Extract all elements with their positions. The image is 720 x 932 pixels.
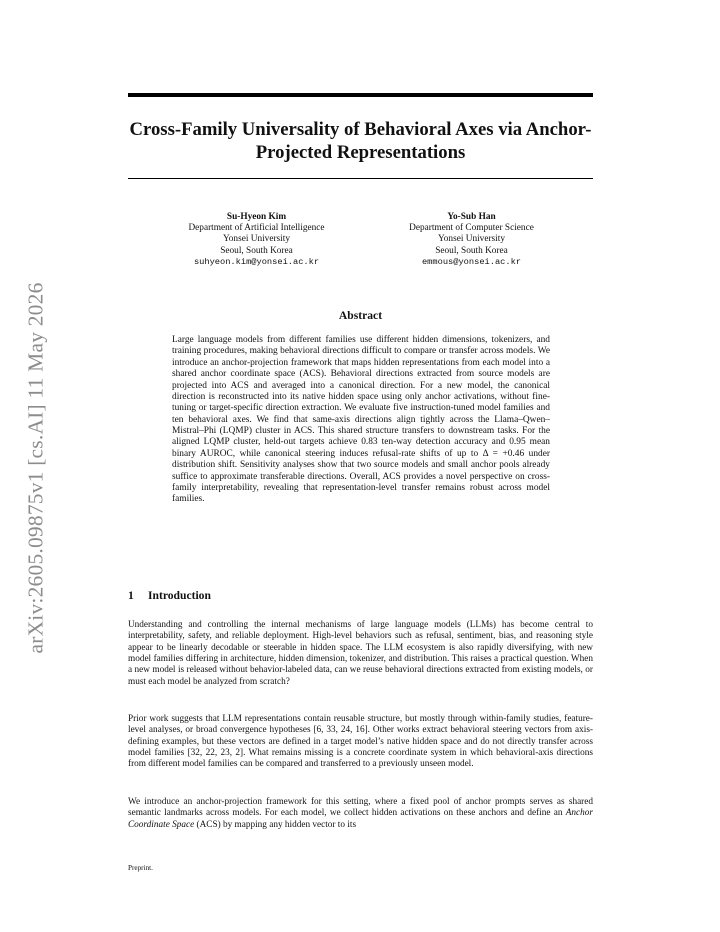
intro-paragraph-3-start: We introduce an anchor-projection framework for this setting, where a fixed pool of anchor prompts serves as shared semantic landmarks across models. For each model, we collect hidden activations on these anchors and define an [128,797,593,819]
section-heading [128,589,211,602]
intro-paragraph-1: Understanding and controlling the internal mechanisms of large language models (LLMs) has become central to interpretability, safety, and reliable deployment. High-level behaviors such as refusal, sentiment, bias, and reasoning style appear to be linearly decodable or steerable in hidden space. The LLM ecosystem is also rapidly diversifying, with new model families differing in architecture, hidden dimension, tokenizer, and distribution. This raises a practical question. When a new model is released without behavior-labeled data, can we reuse behavioral directions extracted from existing models, or must each model be analyzed from scratch? [128,620,593,687]
author-name: Yo-Sub Han [447,212,496,222]
author-university: Yonsei University [438,234,505,245]
preprint-footer: Preprint. [128,864,153,872]
paper-title: Cross-Family Universality of Behavioral Axes via Anchor-Projected Representations [129,119,592,163]
section-number: 1 [128,589,134,602]
section-title: Introduction [148,589,211,602]
abstract-heading: Abstract [338,309,383,322]
author-email: emmous@yonsei.ac.kr [421,256,522,267]
intro-paragraph-3-end: (ACS) by mapping any hidden vector to its [194,819,357,830]
acs-term: Anchor Coordinate Space [128,808,593,830]
arxiv-identifier-text: arXiv:2605.09875v1 [cs.AI] 11 May 2026 [23,281,48,654]
author-block-2 [380,212,563,268]
author-email: suhyeon.kim@yonsei.ac.kr [193,256,320,267]
author-department: Department of Computer Science [409,223,534,234]
abstract-text: Large language models from different families use different hidden dimensions, tokenizers, and training procedures, making behavioral directions difficult to compare or transfer across models. We introduce an anchor-projection framework that maps hidden representations from each model into a shared anchor coordinate space (ACS). Behavioral directions extracted from source models are projected into ACS and averaged into a canonical direction. For a new model, the canonical direction is reconstructed into its native hidden space using only anchor activations, without fine-tuning or target-specific direction extraction. We evaluate five instruction-tuned model families and ten behavioral axes. We find that same-axis directions align tightly across the Llama–Qwen–Mistral–Phi (LQMP) cluster in ACS. This shared structure transfers to downstream tasks. For the aligned LQMP cluster, held-out targets achieve 0.83 ten-way detection accuracy and 0.95 mean binary AUROC, while canonical steering induces refusal-rate shifts of up to Δ = +0.46 under distribution shift. Sensitivity analyses show that two source models and small anchor pools already suffice to approximate transferable directions. Overall, ACS provides a novel perspective on cross-family interpretability, revealing that representation-level transfer remains robust across model families. [172,335,550,505]
intro-paragraph-3 [128,797,593,831]
intro-paragraph-2: Prior work suggests that LLM representations contain reusable structure, but mostly through within-family studies, feature-level analyses, or broad convergence hypotheses [6, 33, 24, 16]. Other works extract behavioral steering vectors from axis-defining examples, but these vectors are defined in a target model’s native hidden space and do not directly transfer across model families [32, 22, 23, 2]. What remains missing is a concrete coordinate system in which behavioral-axis directions from different model families can be compared and transferred to a previously unseen model. [128,714,593,770]
author-location: Seoul, South Korea [220,245,293,256]
author-name: Su-Hyeon Kim [226,212,287,222]
title-top-rule [128,93,593,97]
arxiv-identifier-sidebar [21,260,51,675]
title-bottom-rule [128,178,593,179]
author-university: Yonsei University [223,234,290,245]
author-block-1 [165,212,348,268]
author-department: Department of Artificial Intelligence [188,223,325,234]
author-location: Seoul, South Korea [435,245,508,256]
